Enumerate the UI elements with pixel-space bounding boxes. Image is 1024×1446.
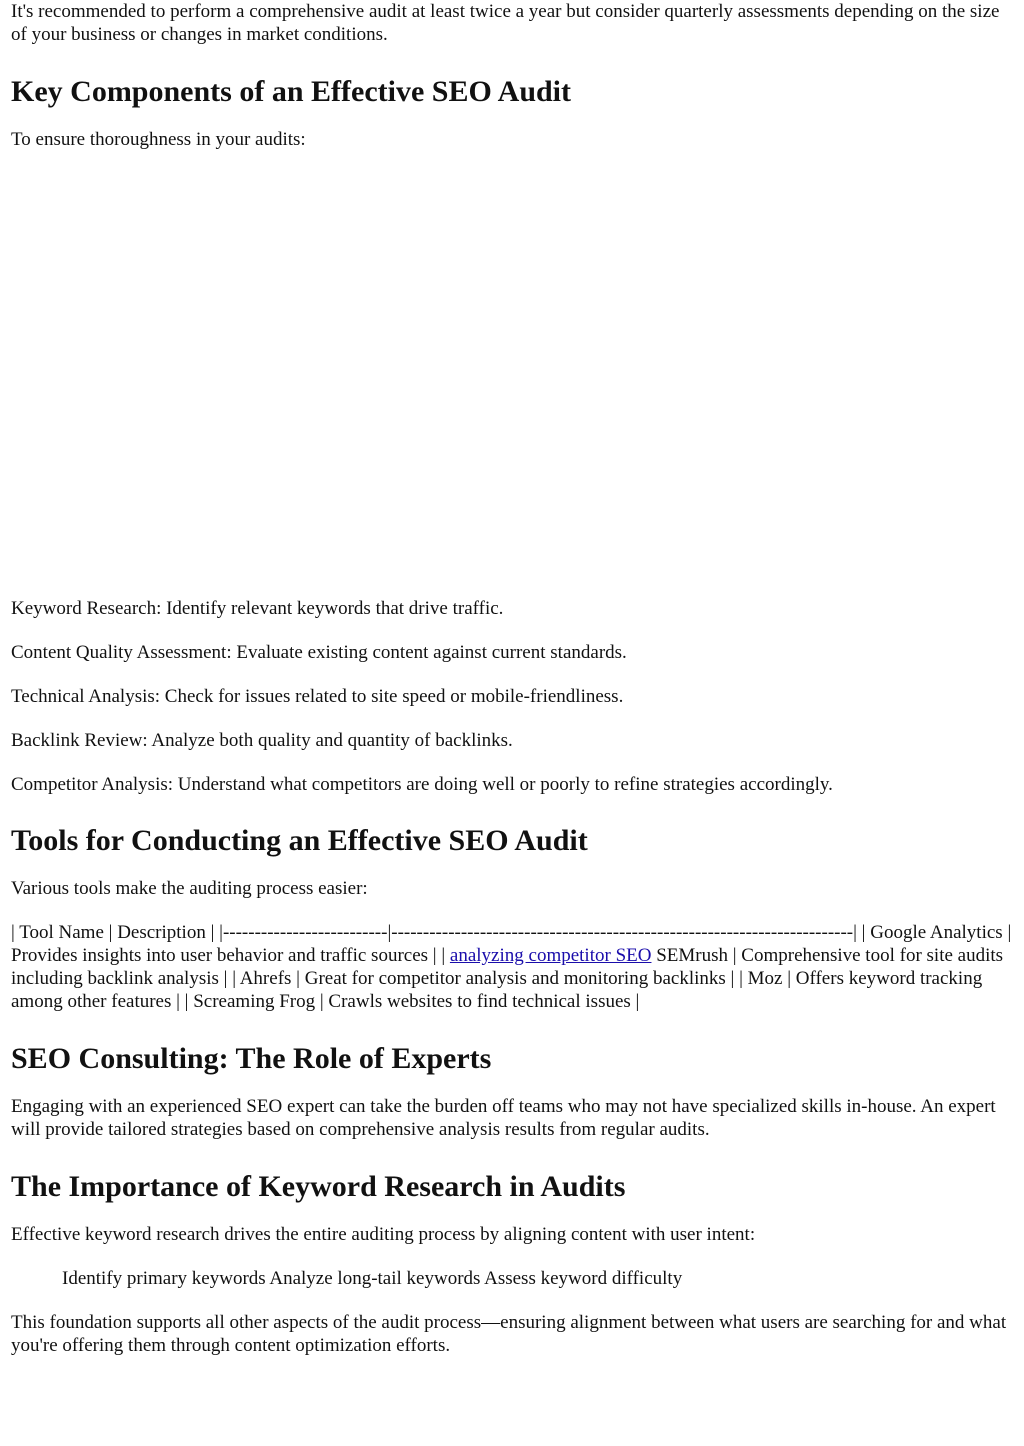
component-item-competitor-analysis: Competitor Analysis: Understand what competitors are doing well or poorly to refine strategies accordingly.: [11, 774, 833, 795]
tools-lead: Various tools make the auditing process easier:: [11, 878, 368, 899]
blank-area: [11, 151, 1014, 597]
key-components-heading: Key Components of an Effective SEO Audit: [11, 75, 572, 108]
tools-heading: Tools for Conducting an Effective SEO Audit: [11, 824, 588, 857]
analyzing-competitor-seo-link[interactable]: analyzing competitor SEO: [449, 945, 652, 966]
intro-paragraph: It's recommended to perform a comprehensive audit at least twice a year but consider quarterly assessments depending on the size of your business or changes in market conditions.: [11, 1, 1000, 45]
tools-table-text: [11, 921, 1014, 1013]
tools-table-text-before-link: | Tool Name | Description | |--------------------------|-------------------------------------------------------------------------| | Google Analytics | Provides insights into user behavior and traffic sources | |: [11, 922, 1012, 966]
component-item-content-quality: Content Quality Assessment: Evaluate existing content against current standards.: [11, 642, 627, 663]
key-components-lead: To ensure thoroughness in your audits:: [11, 129, 306, 150]
seo-consulting-paragraph: Engaging with an experienced SEO expert can take the burden off teams who may not have specialized skills in-house. An expert will provide tailored strategies based on comprehensive analysis results from regular audits.: [11, 1096, 996, 1140]
component-item-technical-analysis: Technical Analysis: Check for issues related to site speed or mobile-friendliness.: [11, 686, 624, 707]
component-item-backlink-review: Backlink Review: Analyze both quality and quantity of backlinks.: [11, 730, 513, 751]
keyword-steps-blockquote: Identify primary keywords Analyze long-tail keywords Assess keyword difficulty: [62, 1268, 683, 1289]
keyword-research-heading: The Importance of Keyword Research in Audits: [11, 1170, 626, 1203]
tools-table-text-after-link: SEMrush | Comprehensive tool for site audits including backlink analysis | | Ahrefs | Great for competitor analysis and monitoring backlinks | | Moz | Offers keyword tracking among other features | | Screaming Frog | Crawls websites to find technical issues |: [11, 945, 1004, 1012]
foundation-paragraph: This foundation supports all other aspects of the audit process—ensuring alignment between what users are searching for and what you're offering them through content optimization efforts.: [11, 1312, 1007, 1356]
keyword-research-lead: Effective keyword research drives the entire auditing process by aligning content with user intent:: [11, 1224, 756, 1245]
seo-consulting-heading: SEO Consulting: The Role of Experts: [11, 1042, 492, 1075]
component-item-keyword-research: Keyword Research: Identify relevant keywords that drive traffic.: [11, 598, 504, 619]
